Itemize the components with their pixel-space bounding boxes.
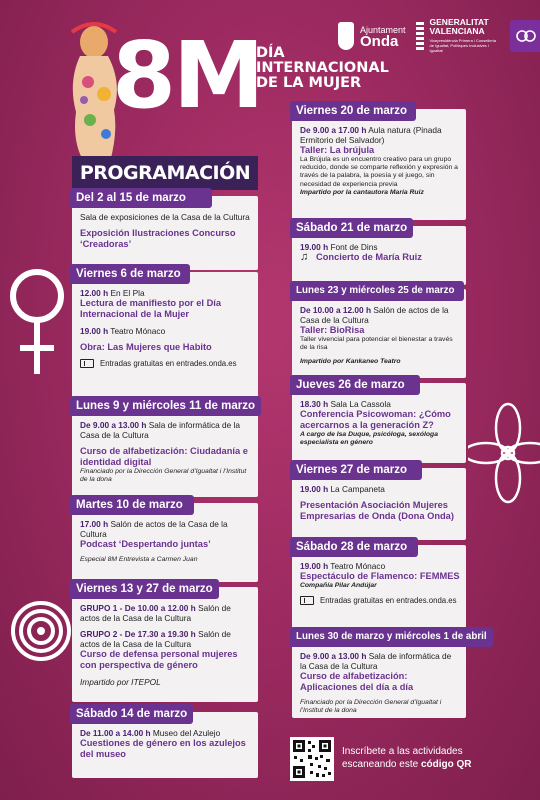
event-time: 19.00 h [80,326,109,336]
onda-logo-line1: Ajuntament [360,24,406,35]
event-place: Museo del Azulejo [150,728,221,738]
event-card [292,379,466,463]
event-place: Sala La Cassola [328,399,391,409]
event-body [300,484,460,522]
gv-logo [430,18,500,53]
event-date: Viernes 13 y 27 de marzo [70,579,219,599]
event-place: Salón de actos de la Casa de la Cultura [300,305,449,325]
footer-line2 [342,758,472,771]
event-detail: Impartido por ITEPOL [80,677,161,687]
event-title: Taller: La brújula [300,145,375,155]
event-date: Sábado 21 de marzo [290,218,413,238]
programacion-banner: PROGRAMACIÓN [72,156,258,190]
event-title: Conferencia Psicowoman: ¿Cómo acercarnos a la generación Z? [300,409,451,430]
event-title: Lectura de manifiesto por el Día Internacional de la Mujer [80,298,222,319]
venus-symbol-icon [6,264,68,384]
event-detail [300,399,460,409]
footer-text [342,745,472,771]
event-title: Presentación Asociación Mujeres Empresarias de Onda (Dona Onda) [300,500,454,521]
event-date: Viernes 20 de marzo [290,101,416,121]
event-note: La Brújula es un encuentro creativo para un grupo reducido, donde se comparte reflexión y expresión a través de la palabra, la poesía y el juego, sin necesidad de experiencia previa [300,156,458,188]
event-body [300,561,460,605]
gv-logo-line1: GENERALITAT [429,17,489,27]
event-title [300,252,460,263]
title-line: INTERNACIONAL [256,60,389,76]
event-note: A cargo de Isa Duque, psicóloga, sexóloga especialista en género [300,431,438,447]
tickets-text[interactable]: Entradas gratuitas en entrades.onda.es [320,596,457,606]
tickets-info [80,359,252,368]
event-body [300,125,460,197]
event-detail [80,629,252,649]
event-detail: Sala de exposiciones de la Casa de la Cultura [80,212,250,222]
gv-logo-line2: VALENCIANA [429,26,485,36]
onda-logo-line2: Onda [360,32,399,50]
event-title: Curso de defensa personal mujeres con perspectiva de género [80,649,238,670]
event-time: 19.00 h [300,561,329,571]
tickets-info [300,596,460,605]
event-time: De 9.00 a 17.00 h [300,125,367,135]
event-card [292,631,487,718]
event-place: Salón de actos de la Casa de la Cultura [80,519,228,539]
onda-logo [360,24,406,50]
event-title: Cuestiones de género en los azulejos del museo [80,738,246,759]
event-place: Salón de actos de la Casa de la Cultura [80,603,231,623]
event-card [292,285,466,378]
tickets-text[interactable]: Entradas gratuitas en entrades.onda.es [100,359,237,368]
footer-qr-bold: código QR [420,759,472,770]
ticket-icon [300,596,314,605]
event-time: 19.00 h [300,484,329,494]
event-note: Compañía Pilar Andújar [300,582,377,589]
event-title: Curso de alfabetización: Ciudadanía e identidad digital [80,446,248,467]
event-place: En El Pla [108,288,145,298]
event-date: Lunes 23 y miércoles 25 de marzo [290,281,464,301]
event-time: GRUPO 2 - De 17.30 a 19.30 h [80,629,196,639]
event-note: Especial 8M Entrevista a Carmen Juan [80,556,198,563]
event-body [80,288,252,368]
event-detail [300,305,460,325]
gv-logo-sub: Vicepresidència Primera i Conselleria de Igualtat, Polítiques Inclusives i Igualtat [429,38,496,53]
event-time: De 9.00 a 13.00 h [300,651,367,661]
event-place: Sala de informática de la Casa de la Cultura [80,420,241,440]
event-title: Podcast ‘Despertando juntas’ [80,539,211,549]
event-detail [300,561,460,571]
event-place: Sala de informática de la Casa de la Cultura [300,651,452,671]
event-detail [80,519,252,539]
onda-shield-icon [338,22,354,50]
event-note: Financiado por la Dirección General d’Igualtat i l’Institut de la dona [80,468,247,484]
event-time: 12.00 h [80,288,109,298]
event-card [292,105,466,220]
event-date: Sábado 14 de marzo [70,704,193,724]
event-time: GRUPO 1 - De 10.00 a 12.00 h [80,603,196,613]
event-detail [80,420,252,440]
event-body [300,242,460,263]
event-time: 17.00 h [80,519,109,529]
event-detail [80,728,252,738]
event-place: La Campaneta [328,484,385,494]
event-date: Jueves 26 de marzo [290,375,420,395]
event-title-text: Concierto de María Ruiz [316,252,422,262]
event-card [292,222,466,285]
event-date: Viernes 6 de marzo [70,264,190,284]
event-place: Font de Dins [328,242,378,252]
event-detail [300,651,460,671]
event-place: Teatro Mónaco [108,326,166,336]
event-card [72,400,258,497]
event-title: Exposición Ilustraciones Concurso ‘Creadoras’ [80,228,236,249]
event-date: Lunes 9 y miércoles 11 de marzo [70,396,261,416]
title-line: DÍA [256,45,285,61]
event-detail [300,484,460,494]
gv-stripes-icon [416,22,424,50]
event-note: Impartido por la cantautora María Ruiz [300,188,424,196]
footer-line2-text: escaneando este [342,759,421,770]
event-card [72,268,258,402]
event-body [80,728,252,760]
event-note: Taller vivencial para potenciar el bienestar a través de la risa [300,336,453,352]
flower-outline-icon [468,398,540,508]
event-time: De 10.00 a 12.00 h [300,305,372,315]
event-detail [300,242,460,252]
event-note: Impartido por Kankaneo Teatro [300,358,401,366]
event-title: Taller: BioRisa [300,325,365,335]
igualdad-logo-icon [510,20,540,52]
event-date: Lunes 30 de marzo y miércoles 1 de abril [290,627,493,647]
event-title: Curso de alfabetización: Aplicaciones del día a día [300,671,414,692]
event-body [80,603,252,687]
event-date: Sábado 28 de marzo [290,537,418,557]
ticket-icon [80,359,94,368]
event-place: Teatro Mónaco [328,561,386,571]
event-detail [80,288,252,298]
event-body [300,651,460,715]
event-date: Viernes 27 de marzo [290,460,422,480]
event-detail [80,326,252,336]
footer-line1: Inscríbete a las actividades [342,746,463,757]
event-place: Aula natura (Pinada Ermitorio del Salvador) [300,125,442,145]
event-card [72,499,258,582]
event-card [72,192,258,270]
event-time: 19.00 h [300,242,329,252]
event-body [80,420,252,484]
music-note-icon: ♫ [300,251,309,263]
event-date: Del 2 al 15 de marzo [70,188,212,208]
event-title: Espectáculo de Flamenco: FEMMES [300,571,460,581]
event-detail [80,603,252,623]
event-time: De 9.00 a 13.00 h [80,420,147,430]
event-body [300,399,460,447]
event-time: 18.30 h [300,399,329,409]
event-title: Obra: Las Mujeres que Habito [80,342,212,352]
qr-code-icon[interactable] [290,737,334,781]
event-body [80,212,252,250]
logos-row [338,18,540,53]
event-body [300,305,460,367]
event-date: Martes 10 de marzo [70,495,194,515]
title-line: DE LA MUJER [256,75,362,91]
event-card [292,464,466,540]
event-detail [300,125,460,145]
event-note: Financiado por la Dirección General d’Igualtat i l’Institut de la dona [300,699,442,715]
event-card [72,583,258,702]
event-time: De 11.00 a 14.00 h [80,728,151,738]
event-place: Salón de actos de la Casa de la Cultura [80,629,231,649]
event-card [72,708,258,778]
eight-m-title: 8M [112,22,262,129]
spiral-icon [10,600,72,662]
event-body [80,519,252,564]
